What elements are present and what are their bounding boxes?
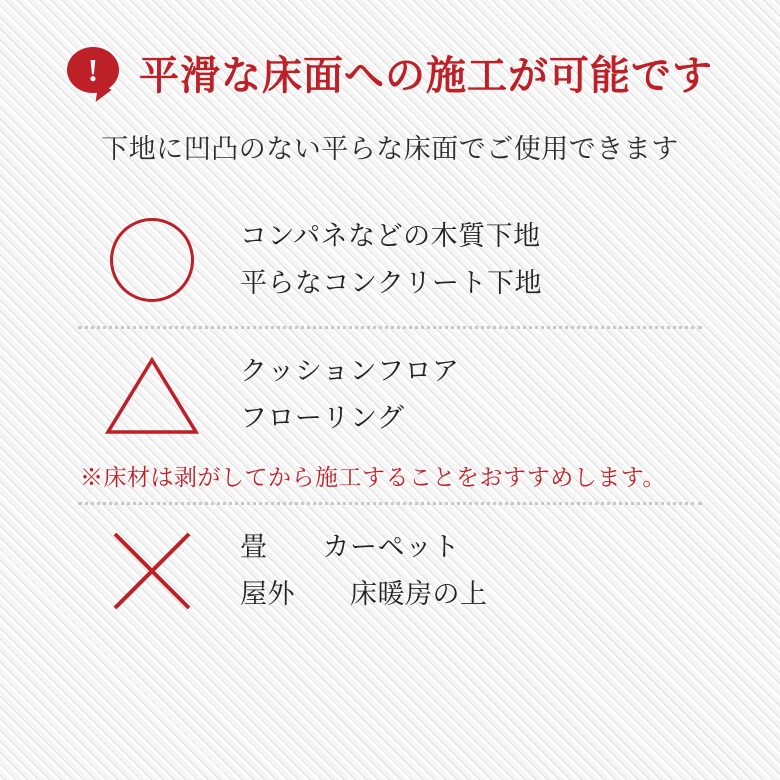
page-title: 平滑な床面への施工が可能です [139,54,713,98]
page-subtitle: 下地に凹凸のない平らな床面でご使用できます [101,134,679,164]
list-item-line: クッションフロア [240,355,460,386]
list-item-line: コンパネなどの木質下地 [240,220,541,251]
circle-icon [72,218,232,302]
list-item [72,200,708,320]
cross-icon [72,528,232,614]
list-item-line: 畳 カーペット [240,531,460,562]
exclamation-mark: ! [87,51,99,88]
list-item-text [232,524,708,619]
list-item-line: 屋外 床暖房の上 [240,579,488,609]
list-item-line: フローリング [240,403,405,433]
list-item-line: 平らなコンクリート下地 [240,268,542,298]
divider [78,502,702,505]
caution-note: ※床材は剥がしてから施工することをおすすめします。 [80,464,666,490]
divider [78,326,702,329]
list-item [72,335,708,455]
list-item-text [232,348,708,443]
compatibility-list [0,200,780,631]
exclamation-bubble-icon [67,47,125,99]
list-item-text [232,213,708,308]
list-item [72,511,708,631]
triangle-icon [72,354,232,436]
header [0,44,780,101]
